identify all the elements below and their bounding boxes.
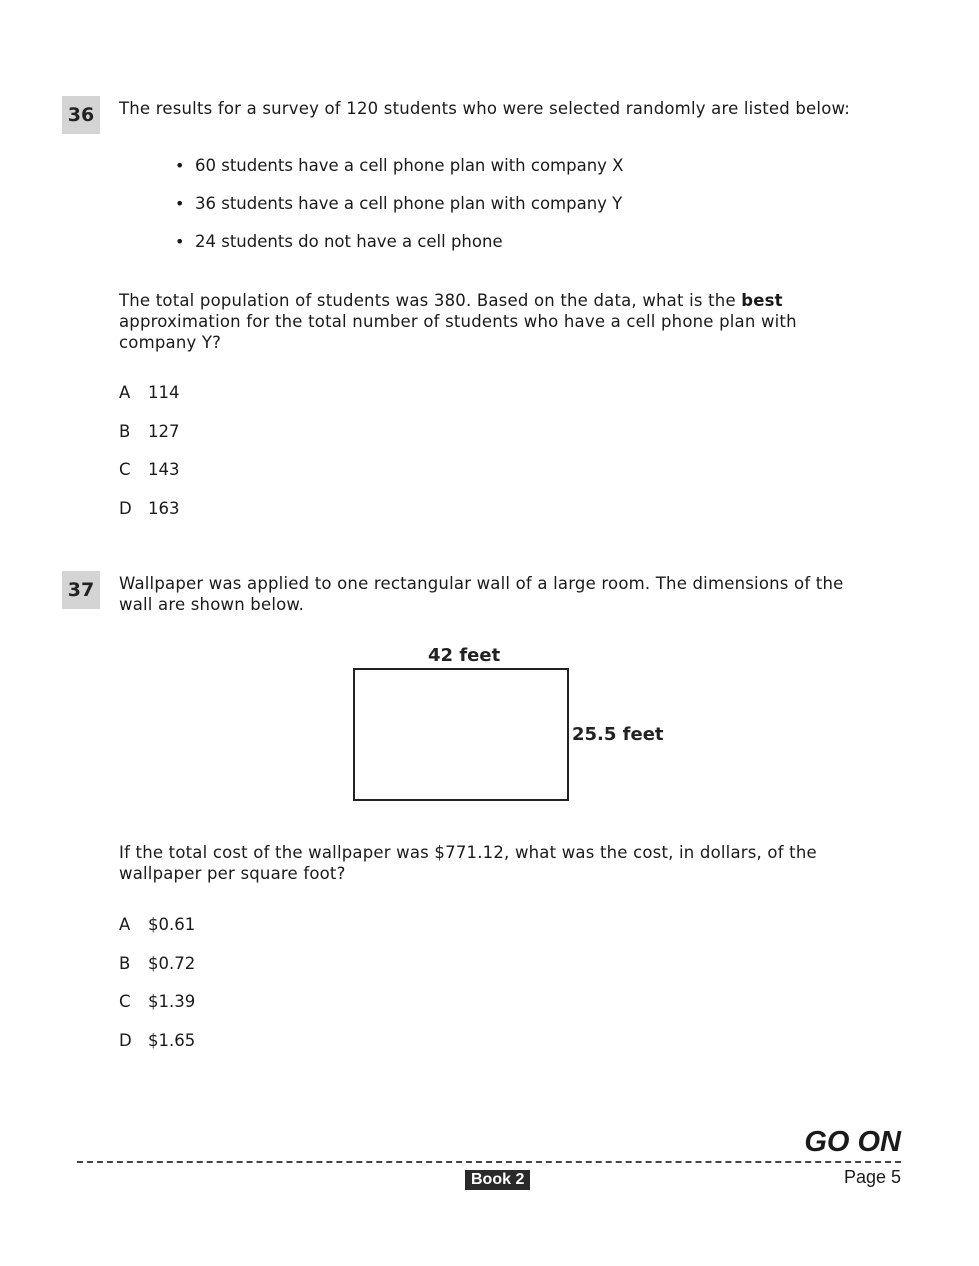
choice-text: $1.65 <box>148 1030 196 1050</box>
list-item <box>175 194 623 232</box>
wall-rectangle-diagram <box>353 668 569 801</box>
choice-text: 163 <box>148 498 180 518</box>
wall-width-label: 42 feet <box>428 645 501 666</box>
list-item-text: 24 students do not have a cell phone <box>195 232 503 251</box>
choice-letter: B <box>119 953 131 973</box>
question-number-36: 36 <box>62 96 100 134</box>
answer-choice-d[interactable] <box>119 1031 195 1070</box>
choice-letter: C <box>119 992 131 1011</box>
wall-height-label: 25.5 feet <box>572 724 664 745</box>
list-item <box>175 232 623 270</box>
go-on-label: GO ON <box>804 1126 901 1158</box>
choice-letter: D <box>119 498 132 518</box>
page-number: Page 5 <box>843 1167 901 1187</box>
choice-letter: D <box>119 1030 132 1050</box>
bullet-icon: • <box>175 232 185 251</box>
answer-choice-d[interactable] <box>119 499 180 538</box>
answer-choice-b[interactable] <box>119 954 195 993</box>
choice-text: $0.61 <box>148 915 196 934</box>
choice-text: 127 <box>148 421 180 441</box>
choice-letter: C <box>119 460 131 479</box>
question-36-choices <box>119 383 180 537</box>
question-37-prompt: If the total cost of the wallpaper was $771.12, what was the cost, in dollars, of the wallpaper per square foot? <box>119 843 817 883</box>
answer-choice-c[interactable] <box>119 460 180 499</box>
answer-choice-c[interactable] <box>119 992 195 1031</box>
list-item <box>175 156 623 194</box>
choice-text: 114 <box>148 383 180 402</box>
footer-divider <box>77 1161 901 1163</box>
list-item-text: 60 students have a cell phone plan with company X <box>195 156 624 175</box>
book-label: Book 2 <box>465 1170 530 1190</box>
survey-results-list <box>175 156 623 270</box>
choice-letter: A <box>119 383 131 402</box>
question-36-intro: The results for a survey of 120 students who were selected randomly are listed below: <box>119 99 851 118</box>
question-37-choices <box>119 915 195 1069</box>
choice-text: $0.72 <box>148 953 196 973</box>
bullet-icon: • <box>175 156 185 175</box>
list-item-text: 36 students have a cell phone plan with company Y <box>195 194 623 213</box>
choice-letter: A <box>119 915 131 934</box>
answer-choice-b[interactable] <box>119 422 180 461</box>
choice-letter: B <box>119 421 131 441</box>
question-37-intro: Wallpaper was applied to one rectangular wall of a large room. The dimensions of the wall are shown below. <box>119 574 844 614</box>
choice-text: $1.39 <box>148 992 196 1011</box>
choice-text: 143 <box>148 460 180 479</box>
prompt-emphasis: best <box>741 291 783 310</box>
prompt-text-part2: approximation for the total number of students who have a cell phone plan with company Y? <box>119 312 797 352</box>
bullet-icon: • <box>175 194 185 213</box>
question-number-37: 37 <box>62 571 100 609</box>
question-36-prompt <box>119 290 839 353</box>
answer-choice-a[interactable] <box>119 915 195 954</box>
answer-choice-a[interactable] <box>119 383 180 422</box>
prompt-text-part1: The total population of students was 380. Based on the data, what is the <box>119 291 742 310</box>
